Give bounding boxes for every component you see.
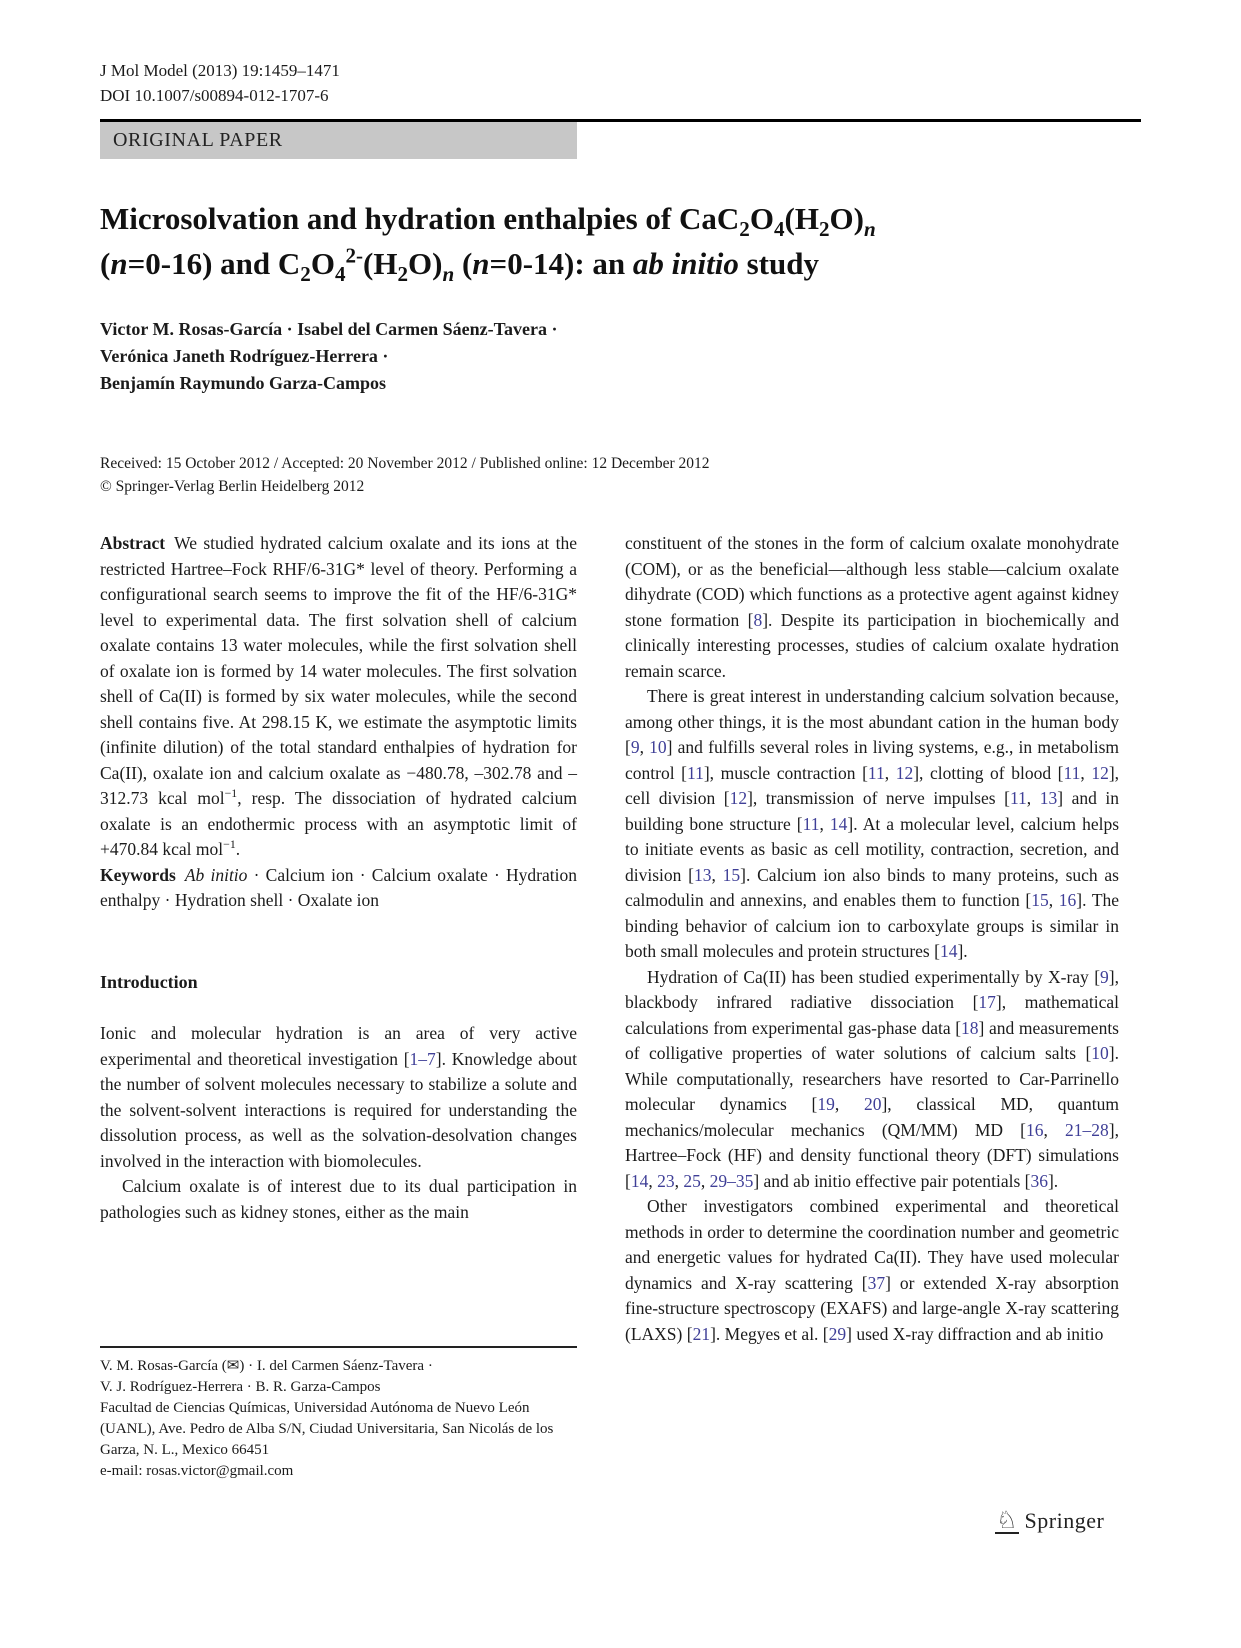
citation-ref[interactable]: 15 bbox=[722, 864, 741, 885]
citation-ref[interactable]: 9 bbox=[630, 737, 640, 757]
springer-wordmark: Springer bbox=[1024, 1508, 1105, 1533]
keywords-paragraph bbox=[100, 863, 577, 914]
springer-horse-icon: ♘ bbox=[996, 1506, 1018, 1534]
copyright-line: © Springer-Verlag Berlin Heidelberg 2012 bbox=[100, 478, 365, 495]
citation-ref[interactable]: 11 bbox=[1009, 788, 1027, 808]
article-title-line2: (n=0-16) and $C_2O_4^{2-}(H_2O)_n$ (n=0-14): an ab initio study bbox=[100, 243, 819, 287]
citation-ref[interactable]: 11 bbox=[867, 762, 885, 783]
footnote-email-line bbox=[100, 1461, 577, 1482]
author-line: Victor M. Rosas-García · Isabel del Carmen Sáenz-Tavera · bbox=[100, 319, 558, 339]
left-column bbox=[100, 531, 577, 1225]
abstract-label: Abstract bbox=[100, 533, 166, 553]
intro-paragraph-2: Calcium oxalate is of interest due to its dual participation in pathologies such as kidney stones, either as the main bbox=[100, 1176, 577, 1222]
citation-ref[interactable]: 12 bbox=[1091, 762, 1109, 783]
citation-ref[interactable]: 21–28 bbox=[1065, 1119, 1109, 1140]
citation-ref[interactable]: 12 bbox=[895, 762, 914, 783]
article-title-line1: Microsolvation and hydration enthalpies of $CaC_2O_4(H_2O)_n$ bbox=[100, 201, 876, 242]
citation-ref[interactable]: 36 bbox=[1030, 1170, 1048, 1191]
journal-header bbox=[100, 58, 340, 108]
citation-ref[interactable]: 17 bbox=[978, 992, 996, 1012]
citation-ref[interactable]: 23 bbox=[657, 1170, 675, 1191]
citation-ref[interactable]: 29–35 bbox=[709, 1170, 754, 1191]
received-accepted-line: Received: 15 October 2012 / Accepted: 20 November 2012 / Published online: 12 December 2012 bbox=[100, 455, 710, 472]
footnote-text: ) · I. del Carmen Sáenz-Tavera · bbox=[239, 1358, 433, 1374]
citation-ref[interactable]: 18 bbox=[961, 1017, 979, 1038]
author-line: Verónica Janeth Rodríguez-Herrera · bbox=[100, 346, 389, 366]
article-type-banner bbox=[100, 122, 577, 159]
citation-ref[interactable]: 10 bbox=[649, 737, 667, 757]
author-line: Benjamín Raymundo Garza-Campos bbox=[100, 373, 387, 393]
footnote-affiliation: Facultad de Ciencias Químicas, Universidad Autónoma de Nuevo León (UANL), Ave. Pedro de Alba S/N, Ciudad Universitaria, San Nicolás de los Garza, N. L., Mexico 66451 bbox=[100, 1400, 554, 1458]
citation-ref[interactable]: 29 bbox=[828, 1323, 847, 1344]
citation-ref[interactable]: 10 bbox=[1091, 1043, 1109, 1063]
body-paragraph: Hydration of Ca(II) has been studied experimentally by X-ray [9], blackbody infrared radiative dissociation [17], mathematical calculations from experimental gas-phase data [18] and measurements of colligative properties of water solutions of calcium salts [10]. While computationally, researchers have resorted to Car-Parrinello molecular dynamics [19, 20], classical MD, quantum mechanics/molecular mechanics (QM/MM) MD [16, 21–28], Hartree–Fock (HF) and density functional theory (DFT) simulations [14, 23, 25, 29–35] and ab initio effective pair potentials [36]. bbox=[625, 966, 1120, 1191]
doi-line: DOI 10.1007/s00894-012-1707-6 bbox=[100, 86, 329, 105]
envelope-icon: ✉ bbox=[226, 1358, 240, 1374]
email-link[interactable]: rosas.victor@gmail.com bbox=[146, 1463, 294, 1479]
citation-ref[interactable]: 37 bbox=[867, 1272, 886, 1293]
citation-ref[interactable]: 11 bbox=[802, 813, 820, 834]
abstract-text: We studied hydrated calcium oxalate and its ions at the restricted Hartree–Fock RHF/6-31G* level of theory. Performing a configurational search seems to improve the fit of the HF/6-31G* level to experimental data. The first solvation shell of calcium oxalate contains 13 water molecules, while the first solvation shell of oxalate ion is formed by 14 water molecules. The first solvation shell of Ca(II) is formed by six water molecules, while the second shell contains five. At 298.15 K, we estimate the asymptotic limits (infinite dilution) of the total standard enthalpies of hydration for Ca(II), oxalate ion and calcium oxalate as −480.78, –302.78 and –312.73 kcal mol$^{-1}$, resp. The dissociation of hydrated calcium oxalate is an endothermic process with an asymptotic limit of +470.84 kcal mol$^{-1}$. bbox=[100, 533, 577, 859]
body-paragraph: constituent of the stones in the form of calcium oxalate monohydrate (COM), or as the beneficial—although less stable—calcium oxalate dihydrate (COD) which functions as a protective agent against kidney stone formation [8]. Despite its participation in biochemically and clinically interesting processes, studies of calcium oxalate hydration remain scarce. bbox=[625, 533, 1119, 681]
author-list bbox=[100, 316, 557, 397]
right-column bbox=[625, 531, 1119, 1347]
citation-ref[interactable]: 16 bbox=[1058, 890, 1077, 910]
citation-ref[interactable]: 14 bbox=[829, 813, 848, 834]
citation-ref[interactable]: 13 bbox=[694, 864, 712, 885]
article-type-label: ORIGINAL PAPER bbox=[113, 129, 283, 151]
body-paragraph: There is great interest in understanding calcium solvation because, among other things, it is the most abundant cation in the human body [9, 10] and fulfills several roles in living systems, e.g., in metabolism control [11], muscle contraction [11, 12], clotting of blood [11, 12], cell division [12], transmission of nerve impulses [11, 13] and in building bone structure [11, 14]. At a molecular level, calcium helps to initiate events as basic as cell motility, contraction, secretion, and division [13, 15]. Calcium ion also binds to many proteins, such as calmodulin and annexins, and enables them to function [15, 16]. The binding behavior of calcium ion to carboxylate groups is similar in both small molecules and protein structures [14]. bbox=[625, 686, 1120, 961]
citation-ref[interactable]: 21 bbox=[692, 1323, 711, 1344]
email-label: e-mail: bbox=[100, 1463, 147, 1479]
citation-ref[interactable]: 1–7 bbox=[409, 1048, 436, 1069]
citation-ref[interactable]: 16 bbox=[1026, 1119, 1044, 1140]
section-heading-introduction: Introduction bbox=[100, 971, 198, 992]
citation-ref[interactable]: 19 bbox=[817, 1094, 835, 1114]
citation-ref[interactable]: 8 bbox=[753, 609, 763, 630]
citation-ref[interactable]: 20 bbox=[863, 1094, 882, 1114]
citation-ref[interactable]: 11 bbox=[686, 762, 704, 783]
footnote-authors-line2: V. J. Rodríguez-Herrera · B. R. Garza-Campos bbox=[100, 1379, 381, 1395]
footnote-authors-line1 bbox=[100, 1356, 577, 1377]
abstract-paragraph bbox=[100, 531, 577, 863]
corresponding-author-footnote bbox=[100, 1346, 577, 1482]
springer-logo bbox=[995, 1508, 1104, 1534]
keywords-text: Ab initio · Calcium ion · Calcium oxalate · Hydration enthalpy · Hydration shell · Oxalate ion bbox=[100, 864, 578, 910]
journal-citation-line: J Mol Model (2013) 19:1459–1471 bbox=[100, 61, 340, 80]
keywords-label: Keywords bbox=[100, 864, 176, 885]
citation-ref[interactable]: 13 bbox=[1039, 788, 1058, 808]
citation-ref[interactable]: 11 bbox=[1063, 762, 1081, 783]
intro-paragraph-1: Ionic and molecular hydration is an area of very active experimental and theoretical investigation [1–7]. Knowledge about the number of solvent molecules necessary to stabilize a solute and the solvent-solvent interactions is required for understanding the dissolution process, as well as the solvation-desolvation changes involved in the interaction with biomolecules. bbox=[100, 1023, 577, 1171]
citation-ref[interactable]: 25 bbox=[683, 1170, 701, 1191]
body-paragraph: Other investigators combined experimental and theoretical methods in order to determine the coordination number and geometric and energetic values for hydrated Ca(II). They have used molecular dynamics and X-ray scattering [37] or extended X-ray absorption fine-structure spectroscopy (EXAFS) and large-angle X-ray scattering (LAXS) [21]. Megyes et al. [29] used X-ray diffraction and ab initio bbox=[625, 1196, 1119, 1344]
footnote-text: V. M. Rosas-García ( bbox=[100, 1358, 227, 1374]
citation-ref[interactable]: 15 bbox=[1031, 890, 1049, 910]
citation-ref[interactable]: 14 bbox=[630, 1170, 649, 1191]
citation-ref[interactable]: 9 bbox=[1100, 966, 1109, 987]
article-title bbox=[100, 196, 1170, 286]
publication-dates bbox=[100, 452, 710, 498]
citation-ref[interactable]: 12 bbox=[729, 788, 748, 808]
citation-ref[interactable]: 14 bbox=[939, 941, 958, 961]
